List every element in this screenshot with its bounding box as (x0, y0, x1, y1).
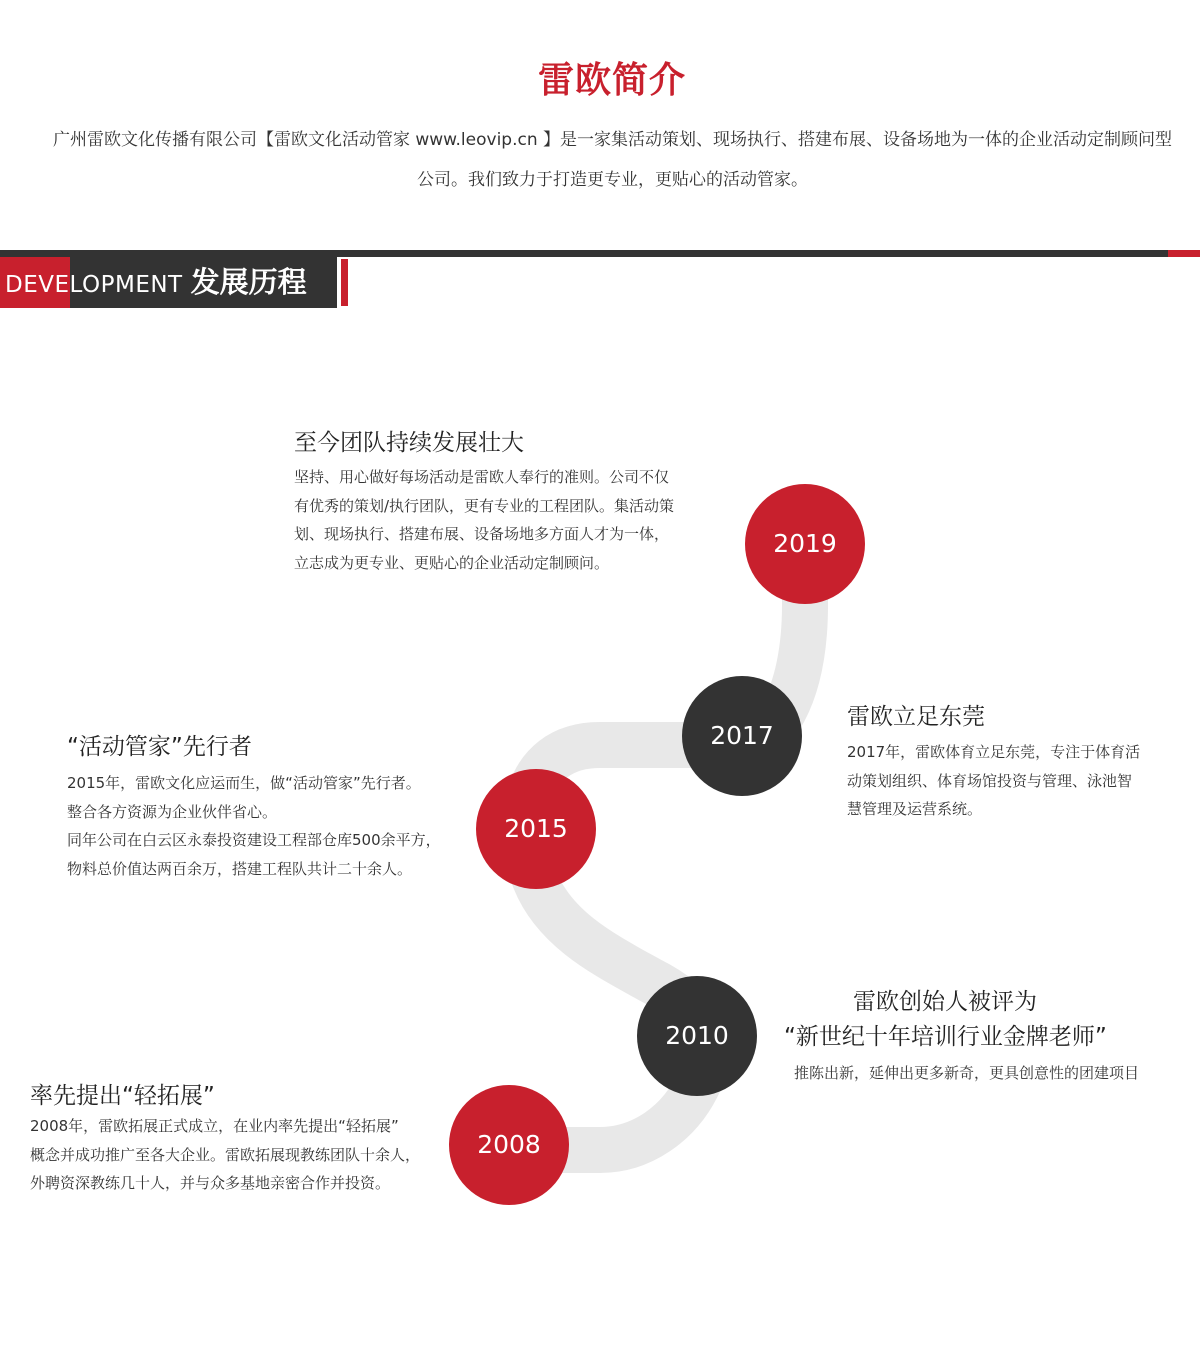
page-title: 雷欧简介 (537, 60, 686, 101)
event-desc-2015 (67, 769, 441, 883)
event-desc-2019 (294, 463, 674, 577)
event-title-2010-line2: “新世纪十年培训行业金牌老师” (784, 1024, 1107, 1050)
event-desc-line: 慧管理及运营系统。 (847, 800, 983, 818)
year-badge-2015: 2015 (476, 769, 596, 889)
event-title-2008: 率先提出“轻拓展” (30, 1083, 215, 1109)
event-title-2017: 雷欧立足东莞 (847, 704, 985, 730)
event-desc-2008 (30, 1112, 420, 1198)
event-title-2015: “活动管家”先行者 (67, 734, 252, 760)
event-desc-2017 (847, 738, 1140, 824)
year-badge-2019: 2019 (745, 484, 865, 604)
event-desc-line: 概念并成功推广至各大企业。雷欧拓展现教练团队十余人， (30, 1145, 421, 1164)
company-intro: 广州雷欧文化传播有限公司【雷欧文化活动管家 www.leovip.cn 】是一家集活动策划、现场执行、搭建布展、设备场地为一体的企业活动定制顾问型公司。我们致力于打造更专业，更贴心的活动管家。 (52, 130, 1173, 190)
year-badge-2010: 2010 (637, 976, 757, 1096)
event-desc-2010 (794, 1059, 1139, 1088)
event-desc-line: 物料总价值达两百余万，搭建工程队共计二十余人。 (67, 859, 413, 878)
event-desc-line: 整合各方资源为企业伙伴省心。 (67, 802, 278, 821)
event-desc-line: 外聘资深教练几十人，并与众多基地亲密合作并投资。 (30, 1174, 391, 1192)
year-badge-2008: 2008 (449, 1085, 569, 1205)
event-desc-line: 坚持、用心做好每场活动是雷欧人奉行的准则。公司不仅 (294, 468, 670, 486)
event-title-2010-line1: 雷欧创始人被评为 (853, 989, 1037, 1015)
event-desc-line: 推陈出新，延伸出更多新奇，更具创意性的团建项目 (794, 1064, 1140, 1082)
event-desc-line: 有优秀的策划/执行团队，更有专业的工程团队。集活动策 (294, 496, 675, 515)
year-badge-2017: 2017 (682, 676, 802, 796)
event-desc-line: 同年公司在白云区永泰投资建设工程部仓库500余平方， (67, 831, 441, 849)
event-desc-line: 2015年，雷欧文化应运而生，做“活动管家”先行者。 (67, 774, 421, 792)
event-desc-line: 2008年，雷欧拓展正式成立，在业内率先提出“轻拓展” (30, 1117, 399, 1135)
event-title-2019: 至今团队持续发展壮大 (294, 430, 524, 456)
section-title-en: DEVELOPMENT (5, 272, 183, 298)
event-desc-line: 2017年，雷欧体育立足东莞，专注于体育活 (847, 743, 1141, 761)
event-desc-line: 立志成为更专业、更贴心的企业活动定制顾问。 (294, 553, 610, 572)
event-desc-line: 划、现场执行、搭建布展、设备场地多方面人才为一体， (294, 525, 670, 543)
event-desc-line: 动策划组织、体育场馆投资与管理、泳池智 (847, 771, 1133, 790)
section-title-cn: 发展历程 (190, 265, 307, 299)
